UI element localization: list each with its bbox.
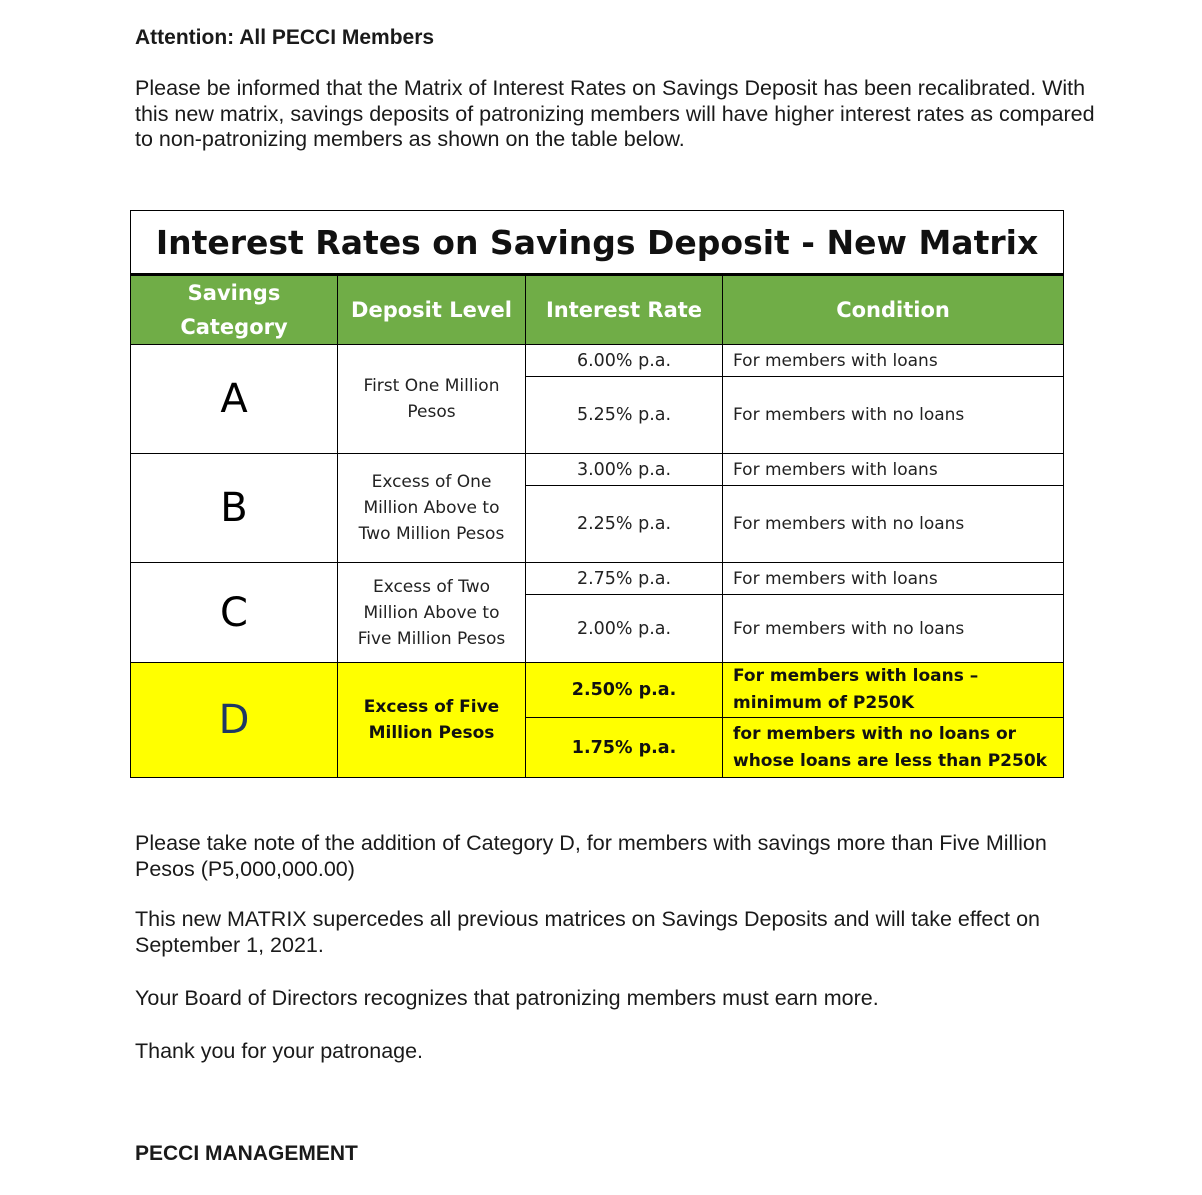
condition-line: whose loans are less than P250k	[733, 750, 1047, 771]
condition-c-no-loans: For members with no loans	[723, 595, 1064, 663]
rate-d-no-loans: 1.75% p.a.	[526, 718, 723, 778]
condition-b-no-loans: For members with no loans	[723, 486, 1064, 563]
rate-c-no-loans: 2.00% p.a.	[526, 595, 723, 663]
condition-b-with-loans: For members with loans	[723, 454, 1064, 486]
level-line: Two Million Pesos	[358, 524, 505, 544]
deposit-level-b	[338, 454, 526, 563]
level-line: Excess of Five	[363, 697, 500, 717]
header-interest-rate: Interest Rate	[526, 275, 723, 345]
table-row-highlighted	[131, 663, 1064, 718]
category-b: B	[131, 454, 338, 563]
effectivity-note: This new MATRIX supercedes all previous matrices on Savings Deposits and will take effect on September 1, 2021.	[135, 907, 1041, 957]
condition-line: for members with no loans or	[733, 723, 1017, 744]
table-row	[131, 345, 1064, 377]
condition-a-with-loans: For members with loans	[723, 345, 1064, 377]
level-line: Million Pesos	[368, 723, 495, 743]
rate-b-no-loans: 2.25% p.a.	[526, 486, 723, 563]
header-deposit-level: Deposit Level	[338, 275, 526, 345]
level-line: Pesos	[407, 402, 456, 422]
rate-d-with-loans: 2.50% p.a.	[526, 663, 723, 718]
rate-b-with-loans: 3.00% p.a.	[526, 454, 723, 486]
condition-c-with-loans: For members with loans	[723, 563, 1064, 595]
signoff: PECCI MANAGEMENT	[135, 1142, 358, 1165]
deposit-level-c	[338, 563, 526, 663]
rate-a-no-loans: 5.25% p.a.	[526, 377, 723, 454]
condition-line: minimum of P250K	[733, 693, 915, 713]
category-c: C	[131, 563, 338, 663]
condition-d-no-loans	[723, 718, 1064, 778]
table-row	[131, 563, 1064, 595]
board-note: Your Board of Directors recognizes that patronizing members must earn more.	[135, 986, 879, 1010]
matrix-title: Interest Rates on Savings Deposit - New Matrix	[131, 211, 1064, 275]
header-condition: Condition	[723, 275, 1064, 345]
category-a: A	[131, 345, 338, 454]
level-line: Excess of One	[371, 472, 492, 492]
category-d-note: Please take note of the addition of Category D, for members with savings more than Five Million Pesos (P5,000,000.00)	[135, 831, 1047, 881]
intro-paragraph: Please be informed that the Matrix of Interest Rates on Savings Deposit has been recalibrated. With this new matrix, savings deposits of patronizing members will have higher interest rates as compared to non-patronizing members as shown on the table below.	[135, 76, 1095, 151]
header-category-line2: Category	[180, 315, 288, 339]
thank-you-note: Thank you for your patronage.	[135, 1039, 424, 1063]
header-savings-category	[131, 275, 338, 345]
rate-a-with-loans: 6.00% p.a.	[526, 345, 723, 377]
level-line: Excess of Two	[372, 576, 491, 597]
category-d: D	[131, 663, 338, 778]
condition-d-with-loans	[723, 663, 1064, 718]
attention-heading: Attention: All PECCI Members	[135, 26, 435, 49]
deposit-level-a	[338, 345, 526, 454]
condition-a-no-loans: For members with no loans	[723, 377, 1064, 454]
interest-rate-matrix	[130, 210, 1064, 778]
matrix-header-row	[131, 275, 1064, 345]
condition-line: For members with loans –	[733, 666, 979, 686]
level-line: First One Million	[363, 376, 500, 396]
rate-c-with-loans: 2.75% p.a.	[526, 563, 723, 595]
level-line: Five Million Pesos	[357, 628, 506, 649]
level-line: Million Above to	[363, 602, 500, 623]
deposit-level-d	[338, 663, 526, 778]
table-row	[131, 454, 1064, 486]
header-category-line1: Savings	[187, 281, 281, 305]
level-line: Million Above to	[363, 498, 500, 518]
